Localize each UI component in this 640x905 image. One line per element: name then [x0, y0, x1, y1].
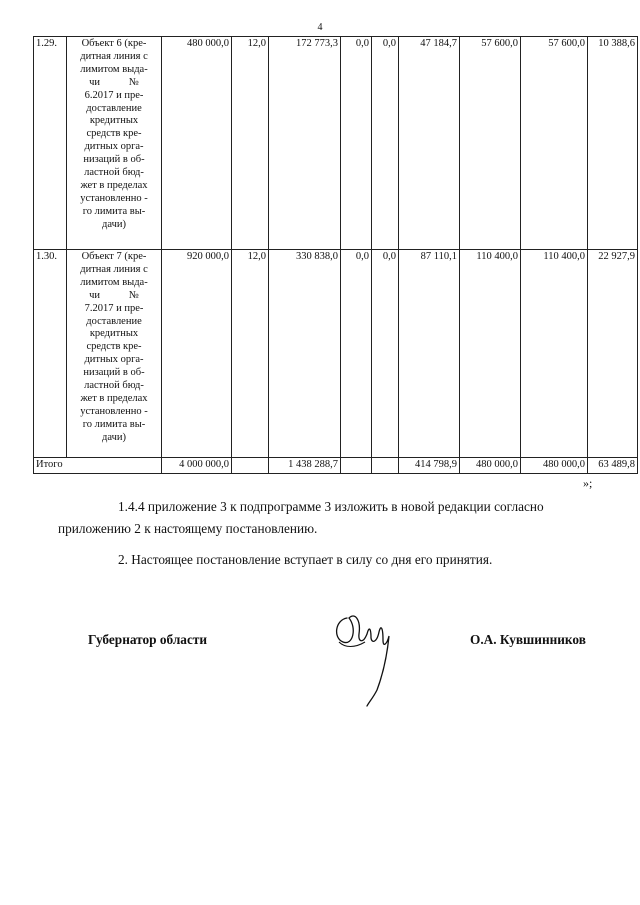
- table-cell: 0,0: [372, 250, 399, 458]
- table-row: [34, 250, 638, 458]
- table-cell: 480 000,0: [162, 37, 232, 250]
- table-cell: 920 000,0: [162, 250, 232, 458]
- table-cell: 22 927,9: [588, 250, 638, 458]
- object-name-cell: Объект 6 (кре- дитная линия с лимитом выда- чи № 6.2017 и пре- доставление кредитных средств кре- дитных орга- низаций в об- ластной бюд- жет в пределах установленно - го лимита вы- дачи): [67, 37, 162, 250]
- row-number: 1.29.: [34, 37, 67, 250]
- handwritten-signature: [325, 598, 405, 708]
- total-row: [34, 458, 638, 474]
- paragraph-1-line-2: приложению 2 к настоящему постановлению.: [58, 521, 318, 536]
- table-cell: 4 000 000,0: [162, 458, 232, 474]
- table-cell: 0,0: [372, 37, 399, 250]
- table-cell: 12,0: [232, 37, 269, 250]
- table-cell: 110 400,0: [521, 250, 588, 458]
- table-cell: 480 000,0: [460, 458, 521, 474]
- table-cell: 63 489,8: [588, 458, 638, 474]
- paragraph-1: [58, 496, 628, 540]
- table-cell: [232, 458, 269, 474]
- signer-name: О.А. Кувшинников: [470, 632, 586, 647]
- table-row: [34, 37, 638, 250]
- budget-table: [33, 36, 638, 474]
- table-cell: 172 773,3: [269, 37, 341, 250]
- table-cell: 330 838,0: [269, 250, 341, 458]
- table-cell: 0,0: [341, 250, 372, 458]
- table-cell: 10 388,6: [588, 37, 638, 250]
- closing-quote-mark: »;: [583, 476, 593, 490]
- table-cell: 47 184,7: [399, 37, 460, 250]
- paragraph-1-line-1: 1.4.4 приложение 3 к подпрограмме 3 изложить в новой редакции согласно: [118, 499, 544, 514]
- table-cell: 110 400,0: [460, 250, 521, 458]
- table-cell: [372, 458, 399, 474]
- table-cell: 480 000,0: [521, 458, 588, 474]
- total-label: Итого: [34, 458, 162, 474]
- signer-title: Губернатор области: [88, 632, 208, 647]
- row-number: 1.30.: [34, 250, 67, 458]
- table-cell: 57 600,0: [460, 37, 521, 250]
- page-number: 4: [317, 22, 323, 33]
- paragraph-2: 2. Настоящее постановление вступает в силу со дня его принятия.: [118, 552, 493, 567]
- table-cell: 0,0: [341, 37, 372, 250]
- object-name-cell: Объект 7 (кре- дитная линия с лимитом выда- чи № 7.2017 и пре- доставление кредитных средств кре- дитных орга- низаций в об- ластной бюд- жет в пределах установленно - го лимита вы- дачи): [67, 250, 162, 458]
- table-cell: 414 798,9: [399, 458, 460, 474]
- table-cell: 1 438 288,7: [269, 458, 341, 474]
- table-cell: 87 110,1: [399, 250, 460, 458]
- table-cell: 12,0: [232, 250, 269, 458]
- table-cell: 57 600,0: [521, 37, 588, 250]
- table-cell: [341, 458, 372, 474]
